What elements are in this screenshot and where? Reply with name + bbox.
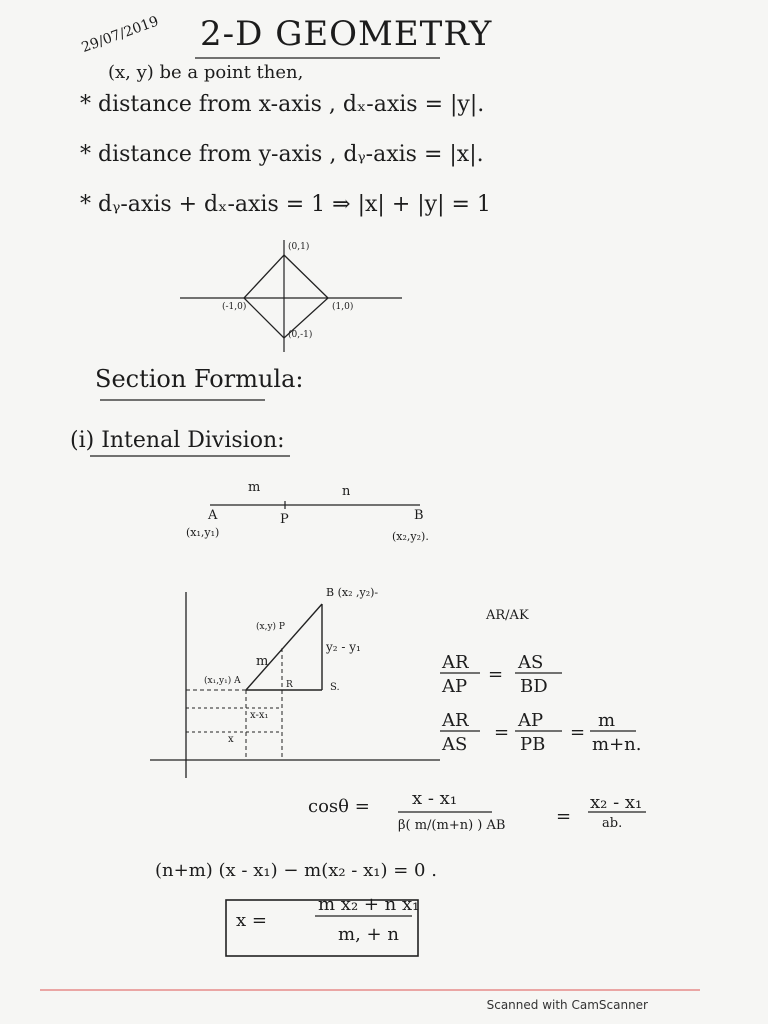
triangle-A-label: (x₁,y₁) A [204, 676, 241, 686]
eq2-a-den: AS [442, 734, 468, 755]
cos-right-den: ab. [602, 816, 623, 831]
segment-A: A [208, 508, 218, 523]
segment-B-coord: (x₂,y₂). [392, 530, 429, 543]
eq1-right-den: BD [520, 676, 548, 697]
eq1-left-den: AP [442, 676, 468, 697]
cos-num: x - x₁ [412, 788, 458, 809]
eq2-equals-2: = [570, 722, 586, 743]
segment-B: B [414, 508, 424, 523]
section-subheading: (i) Intenal Division: [70, 428, 285, 453]
boxed-den: m, + n [338, 924, 399, 945]
boxed-num: m x₂ + n x₁ [318, 894, 420, 915]
diamond-label-right: (1,0) [332, 302, 354, 312]
triangle-R-label: R [286, 680, 293, 690]
scanner-watermark: Scanned with CamScanner [486, 998, 648, 1012]
segment-P: P [280, 512, 289, 527]
eq2-c-den: m+n. [592, 734, 642, 755]
triangle-B-label: B (x₂ ,y₂)- [326, 586, 379, 599]
eq2-b-num: AP [518, 710, 544, 731]
eq2-equals-1: = [494, 722, 510, 743]
cos-right-num: x₂ - x₁ [590, 792, 643, 813]
eq2-a-num: AR [442, 710, 469, 731]
page-title: 2-D GEOMETRY [200, 14, 493, 54]
eq1-right-num: AS [518, 652, 544, 673]
boxed-lhs: x = [236, 910, 267, 931]
eq0: AR/AK [486, 608, 529, 623]
triangle-x-label: x [228, 734, 234, 745]
cos-den: β( m/(m+n) ) AB [398, 818, 506, 833]
segment-A-coord: (x₁,y₁) [186, 526, 220, 539]
triangle-P-label: (x,y) P [256, 622, 285, 632]
triangle-S-label: S. [330, 682, 340, 693]
cos-label: cosθ = [308, 796, 370, 817]
intro-line-1: (x, y) be a point then, [108, 62, 304, 83]
triangle-xx-label: x-x₁ [250, 710, 269, 721]
eq2-b-den: PB [520, 734, 546, 755]
segment-m: m [248, 480, 261, 495]
eq1-equals: = [488, 664, 504, 685]
triangle-side-label: y₂ - y₁ [326, 640, 361, 654]
cos-equals: = [556, 806, 572, 827]
section-heading: Section Formula: [95, 365, 304, 393]
equation-line-5: (n+m) (x - x₁) − m(x₂ - x₁) = 0 . [155, 860, 437, 881]
intro-line-2: * distance from x-axis , dₓ-axis = |y|. [80, 92, 485, 117]
segment-n: n [342, 484, 351, 499]
intro-line-4: * dᵧ-axis + dₓ-axis = 1 ⇒ |x| + |y| = 1 [80, 192, 491, 217]
date: 29/07/2019 [79, 13, 161, 56]
diamond-label-bottom: (0,-1) [288, 330, 313, 340]
eq1-left-num: AR [442, 652, 469, 673]
diamond-label-left: (-1,0) [222, 302, 247, 312]
intro-line-3: * distance from y-axis , dᵧ-axis = |x|. [80, 142, 484, 167]
triangle-m-label: m [256, 654, 269, 669]
eq2-c-num: m [598, 710, 616, 731]
diamond-label-top: (0,1) [288, 242, 310, 252]
